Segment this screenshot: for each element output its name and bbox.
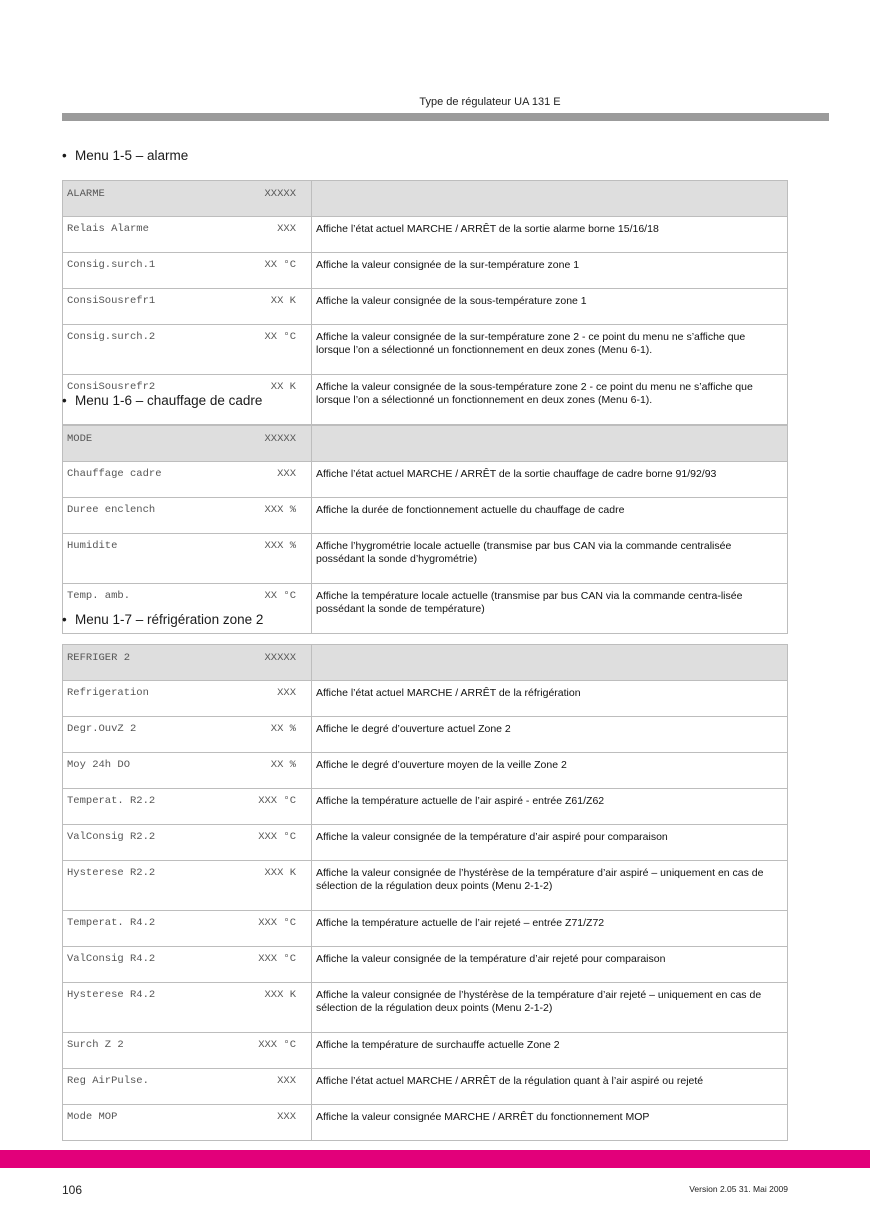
param-name: ValConsig R2.2 — [67, 831, 156, 843]
param-name: Consig.surch.1 — [67, 259, 156, 271]
table-header-row — [63, 426, 788, 462]
section-title: • Menu 1-7 – réfrigération zone 2 — [62, 612, 264, 627]
header-bar — [62, 113, 829, 121]
param-value: XX °C — [264, 590, 296, 602]
table-row — [63, 325, 788, 375]
table-row — [63, 253, 788, 289]
param-name: Mode MOP — [67, 1111, 118, 1123]
param-description: Affiche la durée de fonctionnement actuelle du chauffage de cadre — [312, 498, 788, 534]
param-description: Affiche la valeur consignée de la température d’air rejeté pour comparaison — [312, 947, 788, 983]
table-row — [63, 498, 788, 534]
param-description: Affiche la valeur consignée MARCHE / ARRÊT du fonctionnement MOP — [312, 1105, 788, 1141]
param-name: Hysterese R2.2 — [67, 867, 156, 879]
param-value: XXX °C — [258, 1039, 296, 1051]
table-row — [63, 462, 788, 498]
param-value: XX % — [270, 723, 296, 735]
param-description: Affiche la température actuelle de l’air aspiré - entrée Z61/Z62 — [312, 789, 788, 825]
table-row — [63, 947, 788, 983]
param-description: Affiche le degré d’ouverture moyen de la veille Zone 2 — [312, 753, 788, 789]
table-row — [63, 825, 788, 861]
param-description: Affiche l’état actuel MARCHE / ARRÊT de la sortie alarme borne 15/16/18 — [312, 217, 788, 253]
param-value: XXX K — [264, 867, 296, 879]
param-name: Duree enclench — [67, 504, 156, 516]
param-value: XX °C — [264, 259, 296, 271]
param-name: MODE — [67, 433, 93, 445]
table-row — [63, 289, 788, 325]
table-row — [63, 717, 788, 753]
param-name: Refrigeration — [67, 687, 149, 699]
param-value: XXX — [277, 223, 296, 235]
table-row — [63, 911, 788, 947]
table-header-row — [63, 645, 788, 681]
param-name: Moy 24h DO — [67, 759, 131, 771]
section-menu-1-5 — [62, 146, 788, 425]
param-value: XXX °C — [258, 831, 296, 843]
param-name: Degr.OuvZ 2 — [67, 723, 137, 735]
param-description: Affiche la valeur consignée de la sur-température zone 2 - ce point du menu ne s’affiche que lorsque l’on a sélectionné un fonctionnement en deux zones (Menu 6-1). — [312, 325, 788, 375]
param-description: Affiche la valeur consignée de la sur-température zone 1 — [312, 253, 788, 289]
param-description: Affiche l’état actuel MARCHE / ARRÊT de la réfrigération — [312, 681, 788, 717]
table-row — [63, 983, 788, 1033]
param-value: XXX °C — [258, 795, 296, 807]
param-description: Affiche l’hygrométrie locale actuelle (transmise par bus CAN via la commande centralisée possédant la sonde d’hygrométrie) — [312, 534, 788, 584]
param-value: XXX — [277, 687, 296, 699]
page-number: 106 — [62, 1183, 83, 1197]
param-description: Affiche la valeur consignée de la sous-température zone 2 - ce point du menu ne s’affiche que lorsque l’on a sélectionné un fonctionnement en deux zones (Menu 6-1). — [312, 375, 788, 425]
param-value: XXX — [277, 1111, 296, 1123]
param-name: ALARME — [67, 188, 105, 200]
param-description: Affiche la valeur consignée de l’hystérèse de la température d’air rejeté – uniquement en cas de sélection de la régulation deux points (Menu 2-1-2) — [312, 983, 788, 1033]
table-row — [63, 789, 788, 825]
param-value: XX % — [270, 759, 296, 771]
param-value: XX °C — [264, 331, 296, 343]
table-header-row — [63, 181, 788, 217]
table-row — [63, 1105, 788, 1141]
table-row — [63, 861, 788, 911]
param-description: Affiche l’état actuel MARCHE / ARRÊT de la régulation quant à l’air aspiré ou rejeté — [312, 1069, 788, 1105]
param-name: Temperat. R2.2 — [67, 795, 156, 807]
param-name: Reg AirPulse. — [67, 1075, 149, 1087]
param-value: XX K — [270, 295, 296, 307]
param-name: Relais Alarme — [67, 223, 149, 235]
menu-table — [62, 425, 788, 634]
param-value: XXX % — [264, 540, 296, 552]
param-description: Affiche le degré d’ouverture actuel Zone 2 — [312, 717, 788, 753]
param-name: ConsiSousrefr2 — [67, 381, 156, 393]
section-title: • Menu 1-5 – alarme — [62, 148, 189, 163]
param-value: XXX — [277, 1075, 296, 1087]
param-value: XXXXX — [264, 188, 296, 200]
table-row — [63, 681, 788, 717]
section-title: • Menu 1-6 – chauffage de cadre — [62, 393, 263, 408]
param-name: Consig.surch.2 — [67, 331, 156, 343]
param-name: Temp. amb. — [67, 590, 131, 602]
param-name: Hysterese R4.2 — [67, 989, 156, 1001]
table-row — [63, 534, 788, 584]
param-name: Surch Z 2 — [67, 1039, 124, 1051]
table-row — [63, 753, 788, 789]
table-row — [63, 217, 788, 253]
param-value: XXX °C — [258, 917, 296, 929]
param-name: Humidite — [67, 540, 118, 552]
param-name: ConsiSousrefr1 — [67, 295, 156, 307]
param-description: Affiche la valeur consignée de la sous-température zone 1 — [312, 289, 788, 325]
section-menu-1-6 — [62, 391, 788, 634]
param-value: XXX K — [264, 989, 296, 1001]
param-description: Affiche la valeur consignée de l’hystérèse de la température d’air aspiré – uniquement en cas de sélection de la régulation deux points (Menu 2-1-2) — [312, 861, 788, 911]
section-menu-1-7 — [62, 610, 788, 1141]
param-name: REFRIGER 2 — [67, 652, 131, 664]
param-description: Affiche la température locale actuelle (transmise par bus CAN via la commande centra-lisée possédant la sonde de température) — [312, 584, 788, 634]
param-name: Chauffage cadre — [67, 468, 162, 480]
param-name: ValConsig R4.2 — [67, 953, 156, 965]
param-value: XXX — [277, 468, 296, 480]
param-name: Temperat. R4.2 — [67, 917, 156, 929]
table-row — [63, 1033, 788, 1069]
param-description: Affiche l’état actuel MARCHE / ARRÊT de la sortie chauffage de cadre borne 91/92/93 — [312, 462, 788, 498]
param-description: Affiche la température actuelle de l’air rejeté – entrée Z71/Z72 — [312, 911, 788, 947]
header-title: Type de régulateur UA 131 E — [419, 96, 561, 108]
menu-table — [62, 180, 788, 425]
param-value: XXXXX — [264, 652, 296, 664]
menu-table — [62, 644, 788, 1141]
footer-accent-bar — [0, 1150, 870, 1168]
table-row — [63, 1069, 788, 1105]
param-description: Affiche la valeur consignée de la température d’air aspiré pour comparaison — [312, 825, 788, 861]
param-value: XXX % — [264, 504, 296, 516]
version-info: Version 2.05 31. Mai 2009 — [689, 1184, 788, 1194]
param-description: Affiche la température de surchauffe actuelle Zone 2 — [312, 1033, 788, 1069]
param-value: XXX °C — [258, 953, 296, 965]
param-value: XX K — [270, 381, 296, 393]
param-value: XXXXX — [264, 433, 296, 445]
